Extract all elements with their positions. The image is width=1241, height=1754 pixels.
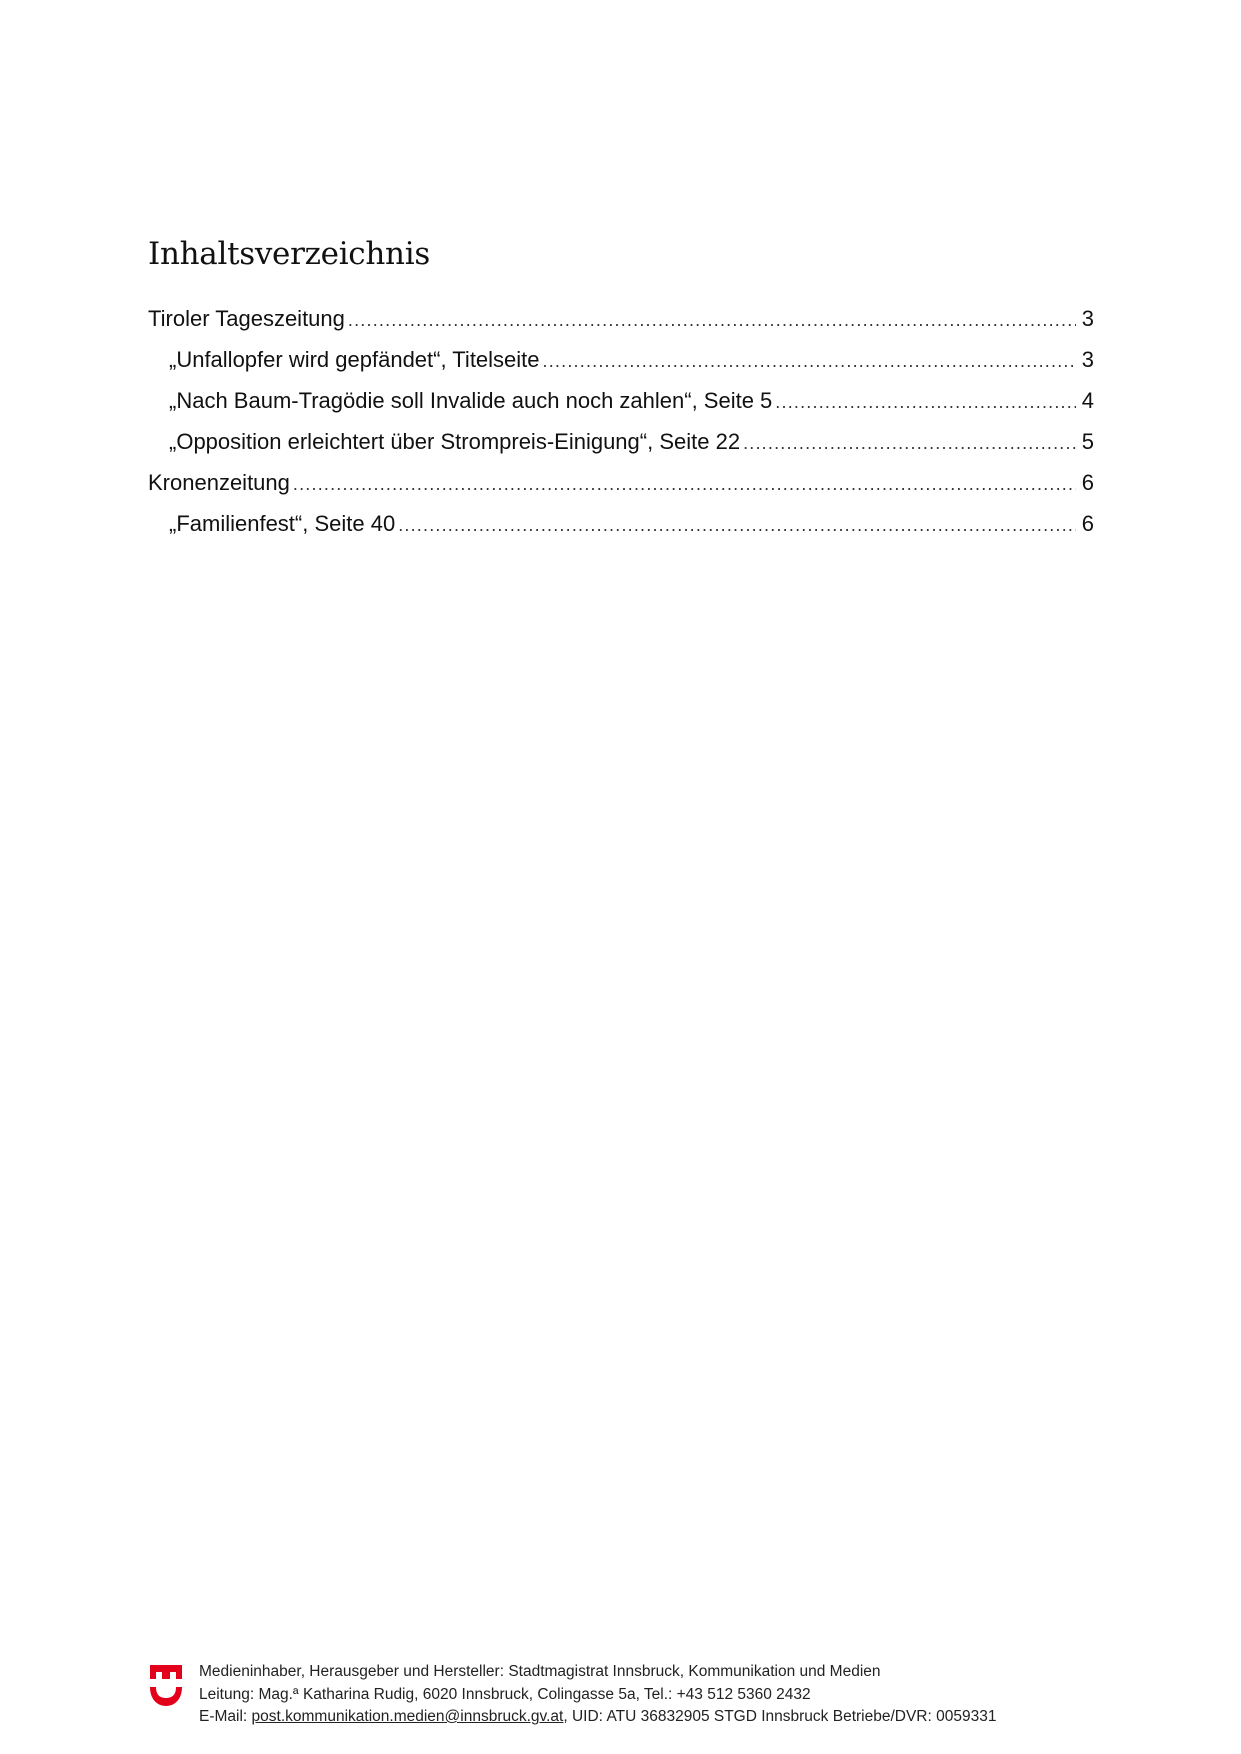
footer-imprint	[199, 1661, 996, 1729]
footer-email-line	[199, 1706, 996, 1729]
toc-page-number: 3	[1081, 347, 1094, 372]
toc-entry-title: „Opposition erleichtert über Strompreis-Einigung“, Seite 22	[169, 429, 741, 454]
toc-dot-leader	[775, 392, 1076, 413]
toc-entry-title: Kronenzeitung	[148, 470, 290, 495]
toc-entry-familienfest[interactable]	[148, 511, 1094, 552]
footer-email-prefix: E-Mail:	[199, 1708, 252, 1725]
toc-page-number: 3	[1081, 306, 1094, 331]
toc-dot-leader	[293, 474, 1076, 495]
footer-uid-text: , UID: ATU 36832905 STGD Innsbruck Betriebe/DVR: 0059331	[563, 1708, 997, 1725]
toc-entry-title: „Nach Baum-Tragödie soll Invalide auch noch zahlen“, Seite 5	[169, 388, 773, 413]
toc-entry-title: „Unfallopfer wird gepfändet“, Titelseite	[169, 347, 540, 372]
toc-dot-leader	[543, 351, 1076, 372]
toc-entry-title: Tiroler Tageszeitung	[148, 306, 345, 331]
footer-contact-line: Leitung: Mag.ª Katharina Rudig, 6020 Innsbruck, Colingasse 5a, Tel.: +43 512 5360 2432	[199, 1685, 811, 1703]
toc-dot-leader	[743, 433, 1076, 454]
footer-publisher-line: Medieninhaber, Herausgeber und Hersteller: Stadtmagistrat Innsbruck, Kommunikation und Medien	[199, 1663, 881, 1680]
toc-page-number: 5	[1081, 429, 1094, 454]
innsbruck-city-logo-icon	[150, 1663, 182, 1707]
toc-entry-tiroler-tageszeitung[interactable]	[148, 306, 1094, 347]
toc-page-number: 6	[1081, 470, 1094, 495]
toc-entry-baum-tragoedie[interactable]	[148, 388, 1094, 429]
toc-page-number: 6	[1081, 511, 1094, 536]
toc-entry-unfallopfer[interactable]	[148, 347, 1094, 388]
toc-entry-title: „Familienfest“, Seite 40	[169, 511, 396, 536]
toc-heading: Inhaltsverzeichnis	[148, 236, 430, 272]
toc-entry-kronenzeitung[interactable]	[148, 470, 1094, 511]
toc-page-number: 4	[1081, 388, 1094, 413]
page-footer	[150, 1661, 1090, 1731]
toc-entry-strompreis-einigung[interactable]	[148, 429, 1094, 470]
toc-dot-leader	[348, 310, 1076, 331]
footer-email-link[interactable]: post.kommunikation.medien@innsbruck.gv.at	[251, 1708, 564, 1725]
toc-dot-leader	[398, 515, 1076, 536]
table-of-contents	[148, 306, 1094, 552]
